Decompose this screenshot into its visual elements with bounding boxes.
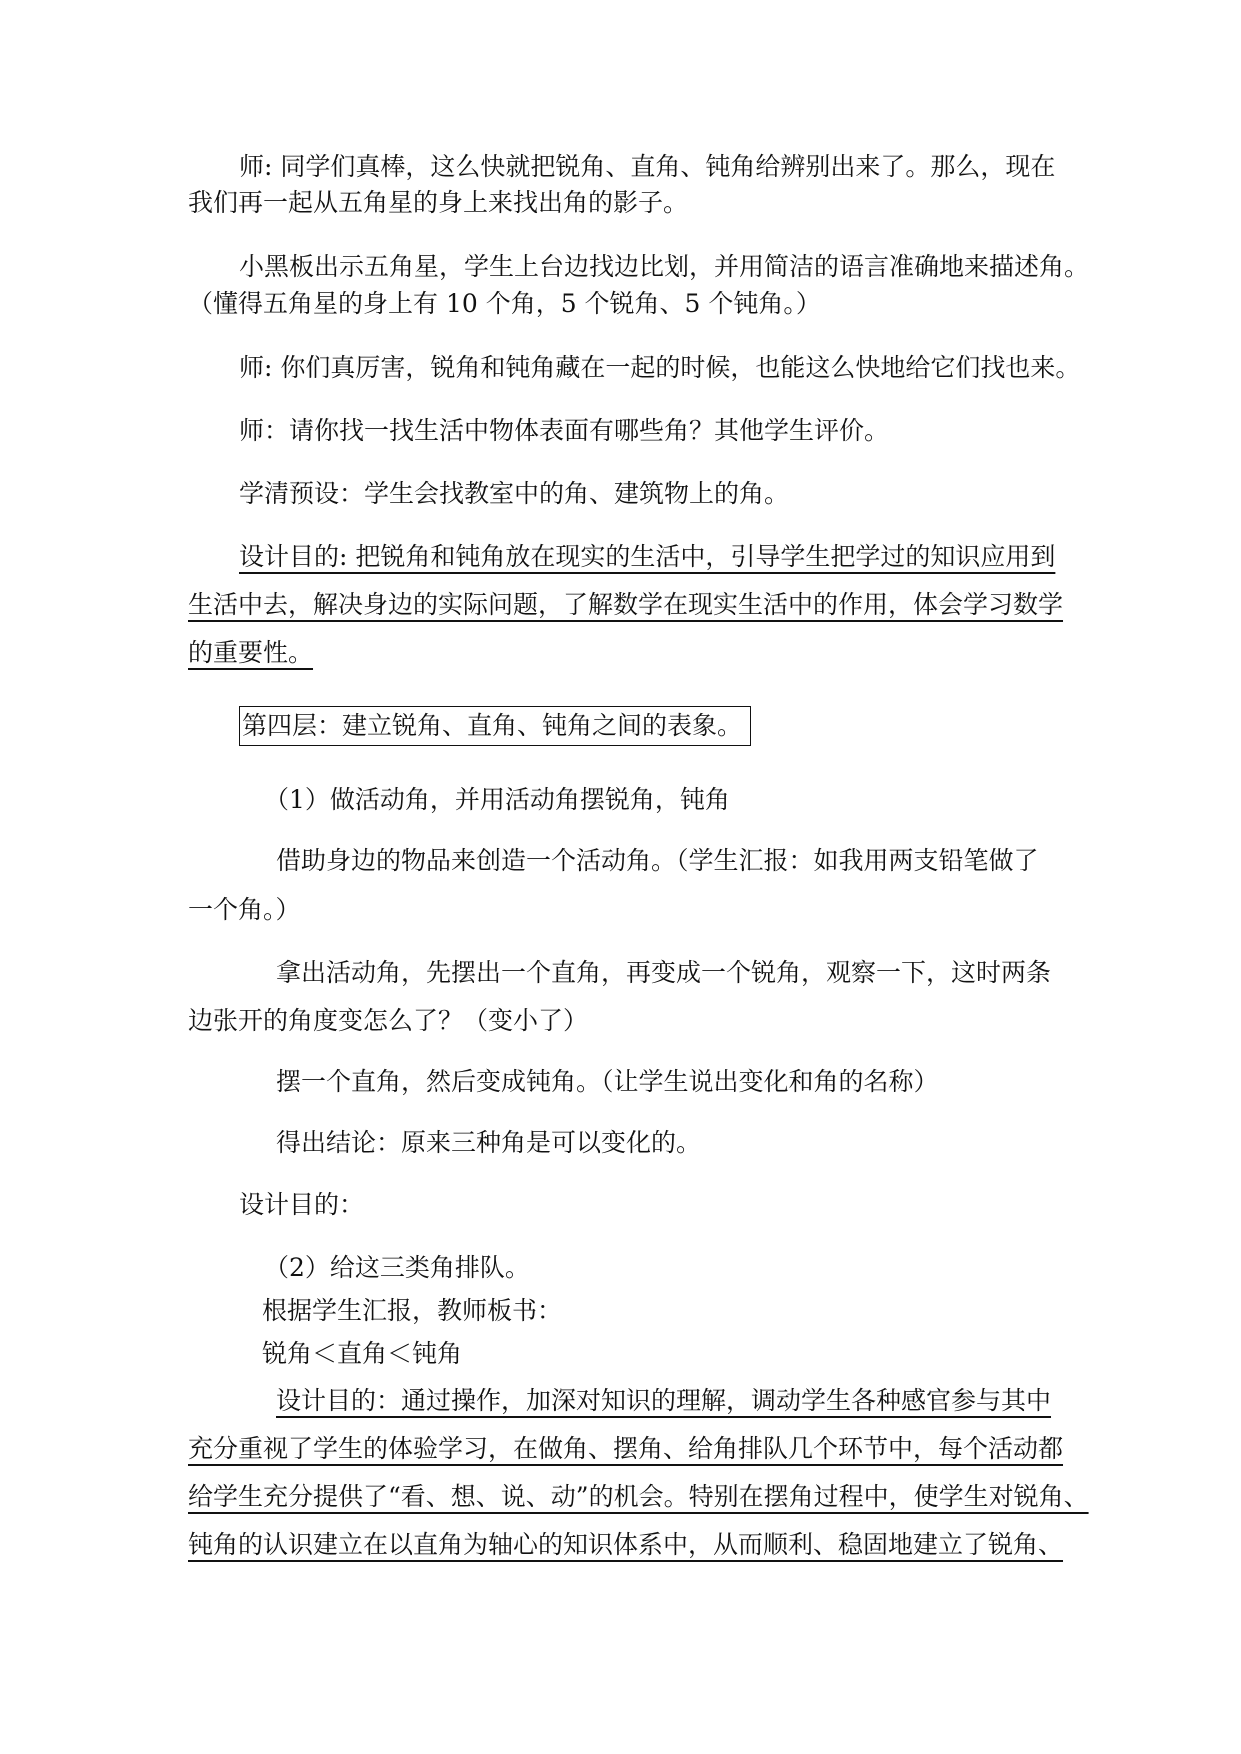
design-purpose-line: 设计目的：通过操作，加深对知识的理解，调动学生各种感官参与其中 <box>276 1386 1052 1415</box>
paragraph-line: 得出结论：原来三种角是可以变化的。 <box>276 1128 702 1157</box>
formula-line: 锐角＜直角＜钝角 <box>262 1339 463 1368</box>
paragraph-line: 摆一个直角，然后变成钝角。（让学生说出变化和角的名称） <box>276 1067 939 1096</box>
paragraph-line: 借助身边的物品来创造一个活动角。（学生汇报：如我用两支铅笔做了 <box>276 846 1039 875</box>
paragraph-line: 师: 你们真厉害，锐角和钝角藏在一起的时候，也能这么快地给它们找也来。 <box>239 353 1081 382</box>
paragraph-line: 师：请你找一找生活中物体表面有哪些角？其他学生评价。 <box>239 416 890 445</box>
paragraph-line: 一个角。） <box>188 895 301 924</box>
paragraph-line: 我们再一起从五角星的身上来找出角的影子。 <box>188 188 689 217</box>
section-heading: 第四层：建立锐角、直角、钝角之间的表象。 <box>239 706 751 746</box>
paragraph-line: 小黑板出示五角星，学生上台边找边比划，并用简洁的语言准确地来描述角。 <box>239 252 1090 281</box>
paragraph-line: （懂得五角星的身上有 10 个角，5 个锐角、5 个钝角。） <box>188 289 821 318</box>
design-purpose-line: 设计目的: 把锐角和钝角放在现实的生活中，引导学生把学过的知识应用到 <box>239 542 1056 571</box>
paragraph-line: 学清预设：学生会找教室中的角、建筑物上的角。 <box>239 479 790 508</box>
paragraph-line: 拿出活动角，先摆出一个直角，再变成一个锐角，观察一下，这时两条 <box>276 958 1052 987</box>
design-purpose-line: 生活中去，解决身边的实际问题，了解数学在现实生活中的作用，体会学习数学 <box>188 590 1064 619</box>
list-item: （1）做活动角，并用活动角摆锐角，钝角 <box>264 785 730 814</box>
paragraph-line: 根据学生汇报，教师板书： <box>262 1296 563 1325</box>
design-purpose-line: 钝角的认识建立在以直角为轴心的知识体系中，从而顺利、稳固地建立了锐角、 <box>188 1530 1064 1559</box>
design-purpose-line: 充分重视了学生的体验学习，在做角、摆角、给角排队几个环节中，每个活动都 <box>188 1434 1064 1463</box>
design-purpose-line: 给学生充分提供了“看、想、说、动”的机会。特别在摆角过程中，使学生对锐角、 <box>188 1482 1089 1511</box>
paragraph-line: 边张开的角度变怎么了？（变小了） <box>188 1006 589 1035</box>
paragraph-line: 师: 同学们真棒，这么快就把锐角、直角、钝角给辨别出来了。那么，现在 <box>239 152 1056 181</box>
list-item: （2）给这三类角排队。 <box>264 1253 530 1282</box>
paragraph-line: 设计目的： <box>239 1190 365 1219</box>
design-purpose-line: 的重要性。 <box>188 638 314 667</box>
